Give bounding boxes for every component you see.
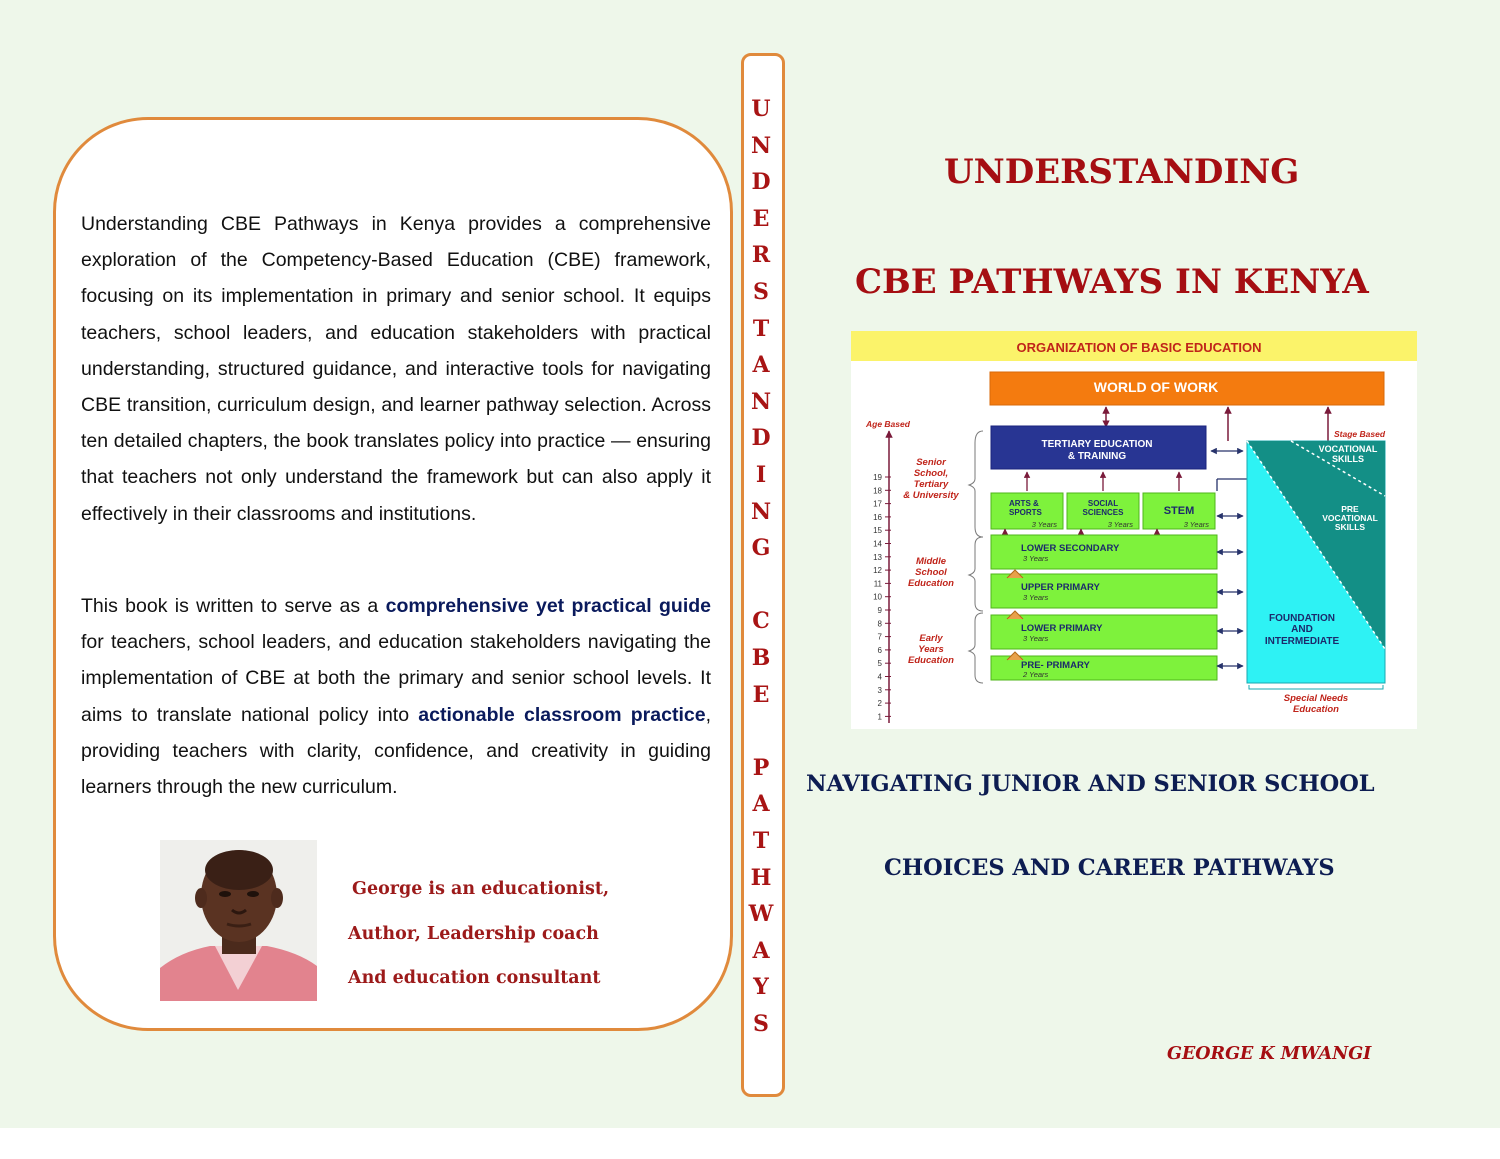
spine-letter: T: [752, 315, 770, 342]
blurb-bold-text: actionable classroom practice: [418, 703, 706, 726]
spine-letter: S: [753, 279, 769, 305]
spine-letter: P: [752, 754, 770, 781]
age-tick-label: 13: [873, 552, 882, 562]
spine-letter: N: [750, 388, 772, 415]
diagram-svg: [851, 331, 1417, 729]
foundation-label: FOUNDATION: [1269, 613, 1335, 624]
vocational-label: VOCATIONAL: [1318, 444, 1378, 454]
pathway-years: 3 Years: [1107, 520, 1133, 529]
age-tick-label: 3: [877, 685, 882, 695]
spine-letter: U: [751, 96, 771, 122]
pre-vocational-label: SKILLS: [1334, 522, 1366, 532]
pathway-years: 3 Years: [1183, 520, 1209, 529]
diagram-header: ORGANIZATION OF BASIC EDUCATION: [1016, 340, 1262, 355]
basic-education-diagram: [851, 331, 1417, 729]
spine-letter: D: [751, 169, 771, 196]
spine-letter: S: [753, 1011, 769, 1037]
blurb-text: , providing teachers with clarity, confidence, and creativity in guiding learners through the new curriculum.: [81, 703, 711, 799]
pathway-name: ARTS &: [1009, 499, 1039, 508]
subtitle-line-2: CHOICES AND CAREER PATHWAYS: [884, 855, 1335, 881]
blurb-bold-text: comprehensive yet practical guide: [385, 595, 712, 617]
spine-letter: H: [750, 864, 772, 891]
level-years: 3 Years: [1023, 634, 1049, 643]
age-tick-label: 18: [873, 486, 882, 496]
blurb-text: This book is written to serve as a: [81, 595, 386, 617]
author-name: GEORGE K MWANGI: [1167, 1044, 1372, 1064]
vocational-label: SKILLS: [1331, 454, 1365, 464]
pathway-years: 3 Years: [1031, 520, 1057, 529]
level-name: UPPER PRIMARY: [1021, 582, 1100, 593]
book-title-line-1: UNDERSTANDING: [944, 152, 1300, 192]
spine-letter: N: [750, 498, 772, 525]
age-tick-label: 2: [877, 699, 882, 709]
spine-letter: T: [752, 828, 770, 854]
spine-letter: G: [751, 535, 771, 562]
level-name: LOWER PRIMARY: [1021, 623, 1103, 634]
stage-label: Tertiary: [913, 479, 949, 490]
age-tick-label: 4: [877, 672, 882, 682]
back-cover-blurb: Understanding CBE Pathways in Kenya provides a comprehensive exploration of the Competency-Based Education (CBE) framework, focusing on its implementation in primary and senior school. It equips teachers, school leaders, and education stakeholders with practical understanding, structured guidance, and interactive tools for navigating CBE transition, curriculum design, and learner pathway selection. Across ten detailed chapters, the book translates policy into practice — ensuring that teachers not only understand the framework but can also apply it effectively in their classrooms and institutions.: [81, 213, 711, 525]
age-tick-label: 15: [873, 526, 882, 536]
age-tick-label: 17: [873, 499, 882, 509]
level-years: 3 Years: [1023, 593, 1049, 602]
stage-label: School: [915, 567, 947, 578]
level-name: PRE- PRIMARY: [1021, 660, 1090, 671]
age-tick-label: 9: [877, 606, 882, 615]
blurb-text: for teachers, school leaders, and education stakeholders navigating the implementation of CBE at both the primary and senior school levels. It aims to translate national policy into: [81, 631, 711, 726]
age-tick-label: 8: [877, 619, 882, 629]
stage-label: Early: [919, 633, 943, 644]
spine-letter: N: [750, 132, 772, 159]
spine-letter: A: [752, 791, 770, 818]
level-boxes: [991, 535, 1217, 680]
age-tick-label: 5: [877, 659, 882, 669]
level-years: 3 Years: [1023, 554, 1049, 563]
author-portrait-image: [160, 840, 317, 1001]
world-of-work-label: WORLD OF WORK: [1093, 379, 1219, 395]
age-tick-label: 10: [873, 592, 882, 602]
age-tick-label: 6: [877, 645, 882, 655]
foundation-label: INTERMEDIATE: [1264, 636, 1340, 647]
age-tick-label: 1: [877, 712, 882, 722]
author-photo: [160, 840, 317, 1001]
spine-letter: E: [752, 205, 770, 232]
stage-label: Middle: [915, 556, 947, 567]
spine-letter: I: [755, 462, 767, 488]
spine-letter: E: [752, 681, 770, 708]
book-spine: [741, 53, 785, 1097]
back-cover-blurb-2: [81, 588, 711, 805]
age-tick-label: 12: [873, 566, 882, 576]
stage-label: Education: [908, 655, 954, 666]
age-tick-label: 7: [877, 632, 882, 642]
age-tick-label: 16: [873, 512, 882, 522]
stage-based-label: Stage Based: [1334, 429, 1386, 439]
pathway-name: STEM: [1163, 505, 1195, 517]
spine-letter: D: [751, 425, 771, 452]
stage-label: & University: [903, 490, 959, 501]
pre-vocational-label: PRE: [1341, 504, 1359, 514]
age-tick-label: 11: [873, 579, 882, 589]
spine-letter: C: [752, 608, 770, 635]
spine-letter: A: [752, 352, 770, 379]
level-name: LOWER SECONDARY: [1021, 543, 1120, 554]
spine-letter: Y: [753, 974, 769, 1001]
spine-letter: B: [751, 645, 771, 671]
special-needs-label: Education: [1293, 704, 1339, 715]
stage-labels: [903, 457, 959, 666]
spine-letter: W: [748, 901, 774, 928]
stage-label: Senior: [916, 457, 946, 468]
spine-letter: R: [751, 242, 771, 269]
spine-letter: A: [752, 937, 770, 964]
author-bio-line: And education consultant: [348, 968, 601, 988]
special-needs-label: Special Needs: [1283, 693, 1349, 704]
level-years: 2 Years: [1023, 670, 1049, 679]
tertiary-label: TERTIARY EDUCATION: [1041, 439, 1153, 450]
pathway-boxes: [991, 472, 1215, 537]
tertiary-label: & TRAINING: [1067, 451, 1127, 462]
age-tick-label: 14: [873, 539, 882, 549]
author-bio-line: George is an educationist,: [352, 879, 610, 899]
pathway-name: SOCIAL: [1087, 499, 1119, 508]
stage-label: Years: [918, 644, 944, 655]
age-tick-label: 19: [873, 473, 882, 482]
subtitle-line-1: NAVIGATING JUNIOR AND SENIOR SCHOOL: [806, 771, 1375, 797]
age-based-label: Age Based: [866, 419, 910, 429]
book-title-line-2: CBE PATHWAYS IN KENYA: [855, 262, 1369, 302]
pathway-name: SPORTS: [1009, 508, 1042, 517]
stage-label: School,: [913, 468, 949, 479]
author-bio-line: Author, Leadership coach: [348, 924, 599, 944]
pre-vocational-label: VOCATIONAL: [1322, 513, 1378, 523]
stage-label: Education: [908, 578, 954, 589]
foundation-label: AND: [1291, 624, 1313, 635]
pathway-name: SCIENCES: [1082, 508, 1124, 517]
